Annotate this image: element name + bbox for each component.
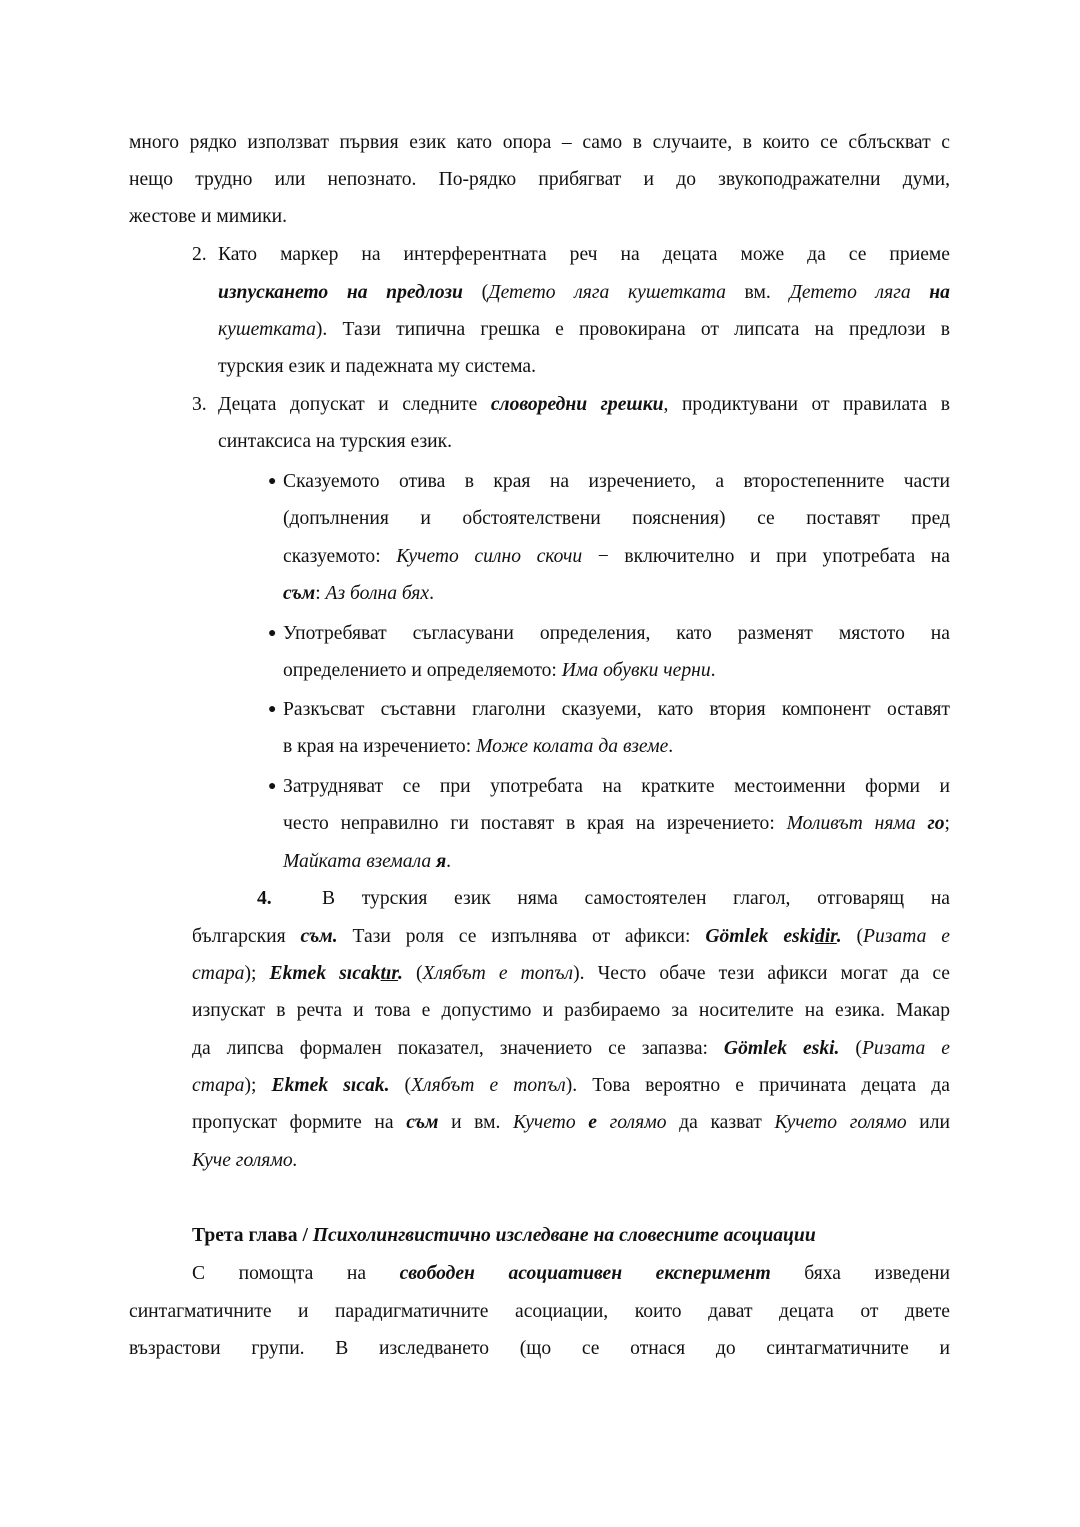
example: Детето ляга кушетката [488,282,726,303]
text-line [192,1262,950,1286]
emphasis: на [929,282,950,303]
text-span: , продиктувани от правилата в [663,394,950,415]
text-line [218,393,950,417]
emphasis: съм [406,1112,439,1133]
heading-title: Психолингвистично изследване на словесните асоциации [312,1225,816,1246]
suffix-underlined: dir [814,926,837,947]
text-span: ( [389,1075,412,1096]
example: Има обувки черни [561,660,711,681]
translation: Хлябът е топъл [422,963,574,984]
text-span: . [710,660,716,681]
text-span: често неправилно ги поставят в края на изречението: [283,813,787,834]
text-line [192,1074,950,1098]
text-line [192,1111,950,1135]
text-span: българския [192,926,301,947]
text-line: (допълнения и обстоятелствени пояснения) се поставят пред [283,508,950,529]
text-span: . [836,926,842,947]
emphasis: е [588,1112,597,1133]
text-span: ; [944,813,950,834]
example: Майката вземала [283,851,437,872]
emphasis: свободен асоциативен експеримент [399,1263,771,1284]
text-span: Тази роля се изпълнява от афикси: [337,926,706,947]
example: голямо [596,1112,667,1133]
text-line [218,281,950,305]
turkish-example: Gömlek eski. [723,1038,840,1059]
text-line [283,735,950,759]
text-line: жестове и мимики. [129,206,288,227]
text-line: Разкъсват съставни глаголни сказуеми, като втория компонент оставят [283,699,950,720]
text-line [283,582,950,606]
translation: стара [192,963,245,984]
bullet-icon: ● [268,779,277,794]
text-span: . [397,963,403,984]
text-line: Употребяват съгласувани определения, като разменят мястото на [283,623,950,644]
emphasis: я [436,851,447,872]
text-span: ( [841,926,863,947]
example: Може колата да вземе [476,736,669,757]
text-line [192,962,950,986]
text-line [283,545,950,569]
text-span: определението и определяемото: [283,660,562,681]
text-span: Децата допускат и следните [218,394,491,415]
text-span: . [668,736,674,757]
text-line: Затрудняват се при употребата на кратките местоименни форми и [283,776,950,797]
text-span: да липсва формален показател, значението се запазва: [192,1038,724,1059]
text-span: или [906,1112,951,1133]
text-span: ); [244,1075,272,1096]
bullet-icon: ● [268,474,277,489]
emphasis: съм. [300,926,338,947]
text-line [283,659,950,683]
text-span: : [315,583,326,604]
text-line: синтагматичните и парадигматичните асоциации, които дават децата от двете [129,1301,950,1322]
text-line [192,1037,950,1061]
text-span: С помощта на [192,1263,400,1284]
text-span: ( [402,963,423,984]
bullet-icon: ● [268,626,277,641]
text-line: синтаксиса на турския език. [218,431,453,452]
emphasis: го [927,813,945,834]
text-line: много рядко използват първия език като опора – само в случаите, в които се сблъскват с [129,132,950,153]
text-line [283,850,950,874]
emphasis: словоредни грешки [490,394,664,415]
text-span: пропускат формите на [192,1112,407,1133]
bullet-icon: ● [268,702,277,717]
list-number: 3. [192,394,207,415]
translation: Ризата е [861,1038,950,1059]
text-span: да казват [666,1112,775,1133]
emphasis: изпускането на предлози [218,282,463,303]
list-number: 4. [257,888,272,909]
text-span: − включително и при употребата на [582,546,950,567]
text-span: ( [839,1038,862,1059]
text-line: възрастови групи. В изследването (що се отнася до синтагматичните и [129,1338,950,1359]
translation: Ризата е [863,926,950,947]
text-line: изпускат в речта и това е допустимо и разбираемо за носителите на езика. Макар [192,1000,950,1021]
turkish-example: Ekmek sıcak. [271,1075,390,1096]
text-line: Сказуемото отива в края на изречението, а второстепенните части [283,471,950,492]
text-span: в края на изречението: [283,736,477,757]
suffix-underlined: tır [380,963,398,984]
heading-label: Трета глава / [192,1225,313,1246]
text-span: вм. [725,282,790,303]
text-line: В турския език няма самостоятелен глагол, отговарящ на [322,888,950,909]
example: Кучето силно скочи [396,546,583,567]
list-number: 2. [192,244,207,265]
example: Моливът няма [786,813,928,834]
text-line [283,812,950,836]
text-span: бяха изведени [770,1263,950,1284]
text-line: турския език и падежната му система. [218,356,537,377]
example: Кучето голямо [774,1112,907,1133]
chapter-heading [192,1224,950,1248]
text-span: . [429,583,434,604]
text-span: сказуемото: [283,546,397,567]
turkish-example: Gömlek eski [705,926,815,947]
text-line: Като маркер на интерферентната реч на децата може да се приеме [218,244,950,265]
text-span: . [446,851,452,872]
example: Кучето [513,1112,589,1133]
text-line: нещо трудно или непознато. По-рядко прибягват и до звукоподражателни думи, [129,169,950,190]
turkish-example: Ekmek sıcak [269,963,381,984]
example: кушетката [218,319,316,340]
example: Куче голямо. [192,1150,298,1171]
translation: Хлябът е топъл [411,1075,566,1096]
translation: стара [192,1075,245,1096]
text-line [192,1149,950,1173]
text-span: ). Често обаче тези афикси могат да се [573,963,950,984]
emphasis: съм [283,583,316,604]
text-line [218,318,950,342]
text-span: ). Това вероятно е причината децата да [565,1075,950,1096]
text-span: ); [244,963,270,984]
text-line [192,925,950,949]
example: Аз болна бях [325,583,430,604]
text-span: ). Тази типична грешка е провокирана от липсата на предлози в [315,319,950,340]
text-span: и вм. [438,1112,514,1133]
text-span: ( [462,282,489,303]
example: Детето ляга [789,282,930,303]
